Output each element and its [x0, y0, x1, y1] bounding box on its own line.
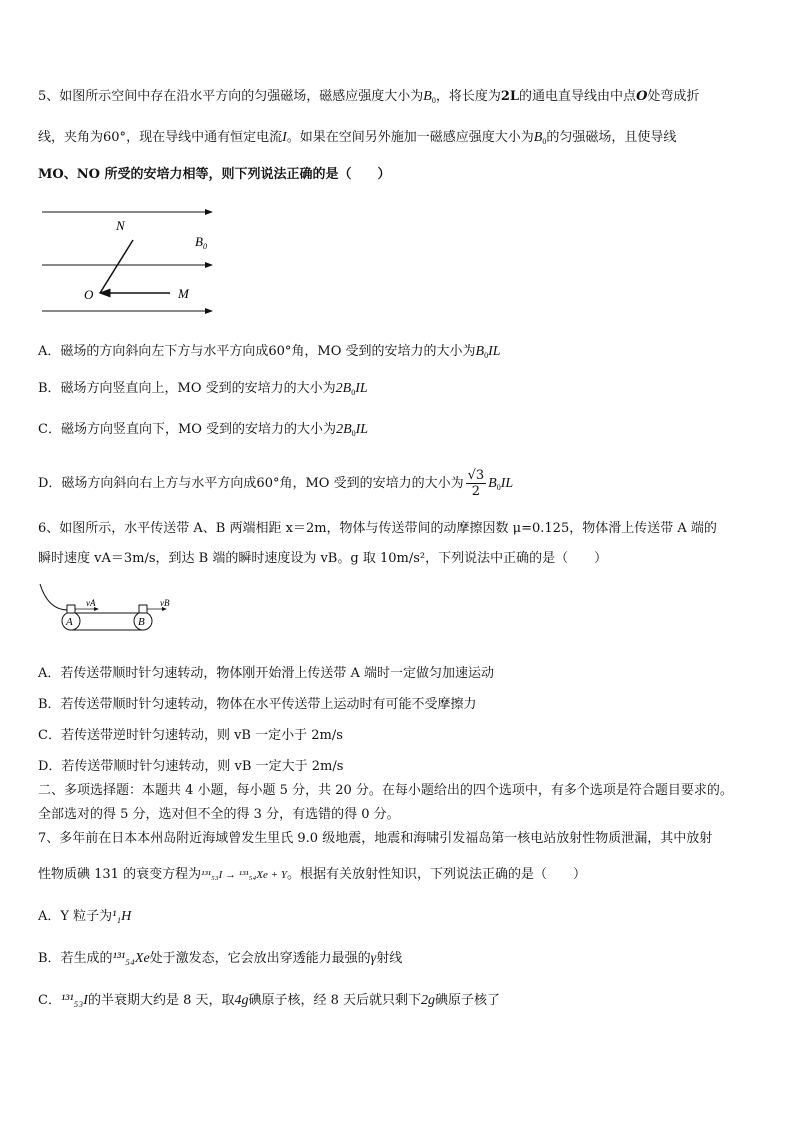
q7-option-c-end: 碘原子核了 [435, 993, 501, 1008]
q5-option-c-text: C．磁场方向竖直向下，MO 受到的安培力的大小为 [38, 422, 337, 437]
point-O: O [636, 89, 648, 104]
q7-option-b-post: 处于激发态，它会放出穿透能力最强的 [149, 951, 371, 966]
q6-stem-line-1 [38, 520, 717, 538]
q5-option-d-value: $B_0IL$ [488, 476, 514, 492]
q6-text-1: 6、如图所示，水平传送带 A、B 两端相距 x＝2m，物体与传送带间的动摩擦因数 μ=0.125，物体滑上传送带 A 端的 [38, 521, 717, 536]
q5-stem-line-1 [38, 88, 699, 110]
q5-text-1b: ，将长度为 [435, 89, 501, 104]
q5-text-2d: 的匀强磁场，且使导线 [546, 130, 677, 145]
velocity-label-B: vB [160, 598, 170, 608]
q5-option-c [38, 421, 368, 443]
q7-option-a-text: A．Y 粒子为 [38, 909, 113, 924]
pulley-A-label: A [66, 616, 73, 628]
q5-text-1: 5、如图所示空间中存在沿水平方向的匀强磁场，磁感应强度大小为 [38, 89, 424, 104]
q7-stem-line-1 [38, 830, 712, 848]
wire-NO [100, 240, 133, 293]
q7-text-2b: 。根据有关放射性知识，下列说法正确的是（ ） [286, 867, 586, 882]
q7-option-c-pre: C． [38, 993, 61, 1008]
section2-text-1: 二、多项选择题：本题共 4 小题，每小题 5 分，共 20 分。在每小题给出的四个选项中，有多个选项是符合题目要求的。 [38, 783, 733, 798]
q5-stem-line-2 [38, 129, 676, 151]
xenon-nucleus: ¹³¹₅₄Xe [112, 951, 150, 966]
q6-option-b [38, 696, 477, 714]
q5-option-a [38, 343, 501, 365]
q5-stem-line-3 [38, 166, 390, 184]
q5-text-1d: 处弯成折 [647, 89, 700, 104]
pulley-B-label: B [138, 616, 145, 628]
q5-option-b [38, 380, 368, 402]
entry-path [40, 584, 68, 610]
q6-option-a-text: A．若传送带顺时针匀速转动，物体刚开始滑上传送带 A 端时一定做匀加速运动 [38, 666, 495, 681]
b0-symbol-2: $B_0$ [533, 130, 547, 146]
sqrt3-over-2: $\frac{√3}{2}$ [467, 468, 485, 499]
q6-conveyor-figure [38, 582, 188, 632]
mass-2g: 2g [421, 993, 436, 1008]
angle-60: 60° [103, 130, 127, 145]
q7-option-b-end: 射线 [376, 951, 403, 966]
q7-text-1: 7、多年前在日本本州岛附近海域曾发生里氏 9.0 级地震，地震和海啸引发福岛第一核电站放射性物质泄漏，其中放射 [38, 831, 713, 846]
block-at-B [139, 605, 147, 613]
q7-option-c [38, 992, 500, 1010]
q5-text-1c: 的通电直导线由中点 [519, 89, 637, 104]
length-2L: 2L [500, 89, 520, 104]
q5-text-2: 线，夹角为 [38, 130, 104, 145]
q5-option-c-value: $2B_0IL$ [336, 422, 369, 438]
q6-option-c-text: C．若传送带逆时针匀速转动，则 vB 一定小于 2m/s [38, 728, 343, 743]
q5-option-a-value: $B_0IL$ [475, 344, 501, 360]
q6-option-b-text: B．若传送带顺时针匀速转动，物体在水平传送带上运动时有可能不受摩擦力 [38, 697, 477, 712]
q5-option-b-text: B．磁场方向竖直向上，MO 受到的安培力的大小为 [38, 381, 336, 396]
q6-option-d-text: D．若传送带顺时针匀速转动，则 vB 一定大于 2m/s [38, 759, 344, 774]
q7-text-2a: 性物质碘 131 的衰变方程为 [38, 867, 202, 882]
q5-option-b-value: $2B_0IL$ [335, 381, 368, 397]
mass-4g: 4g [234, 993, 249, 1008]
q6-option-c [38, 727, 343, 745]
hydrogen-nucleus: ¹₁H [112, 909, 132, 924]
q6-option-a [38, 665, 494, 683]
q7-option-b [38, 950, 402, 968]
q7-option-a [38, 908, 131, 926]
label-N: N [116, 218, 125, 233]
q5-option-d [38, 468, 513, 501]
q5-option-d-text: D．磁场方向斜向右上方与水平方向成60°角，MO 受到的安培力的大小为 [38, 476, 464, 491]
label-O: O [84, 287, 94, 302]
section2-heading-line-1 [38, 782, 733, 800]
q7-stem-line-2 [38, 866, 586, 884]
section2-text-2: 全部选对的得 5 分，选对但不全的得 3 分，有选错的得 0 分。 [38, 807, 400, 822]
iodine-nucleus: ¹³¹₅₃I [60, 993, 88, 1008]
q7-option-c-mid: 的半衰期大约是 8 天，取 [87, 993, 235, 1008]
decay-equation: ¹³¹₅₃I → ¹³¹₅₄Xe + Y [201, 869, 287, 881]
q6-stem-line-2 [38, 550, 607, 568]
label-M: M [178, 286, 189, 301]
velocity-label-A: vA [86, 598, 96, 608]
section2-heading-line-2 [38, 806, 400, 824]
q5-option-a-text: A．磁场的方向斜向左下方与水平方向成60°角，MO 受到的安培力的大小为 [38, 344, 476, 359]
q7-option-c-mid2: 碘原子核，经 8 天后就只剩下 [248, 993, 422, 1008]
block-at-A [67, 605, 75, 613]
q6-text-2: 瞬时速度 vA＝3m/s，到达 B 端的瞬时速度设为 vB。g 取 10m/s²，下列说法中正确的是（ ） [38, 551, 608, 566]
q7-option-b-pre: B．若生成的 [38, 951, 113, 966]
b0-symbol: $B_0$ [423, 89, 436, 105]
label-B0: $B_0$ [195, 234, 207, 251]
current-I: I [282, 130, 287, 145]
q6-option-d [38, 758, 343, 776]
q5-text-2c: 。如果在空间另外施加一磁感应强度大小为 [286, 130, 534, 145]
q5-text-2b: ，现在导线中通有恒定电流 [126, 130, 283, 145]
q5-text-3: MO、NO 所受的安培力相等，则下列说法正确的是（ ） [38, 167, 391, 182]
q5-figure [40, 200, 230, 320]
gamma-symbol: γ [370, 951, 377, 966]
